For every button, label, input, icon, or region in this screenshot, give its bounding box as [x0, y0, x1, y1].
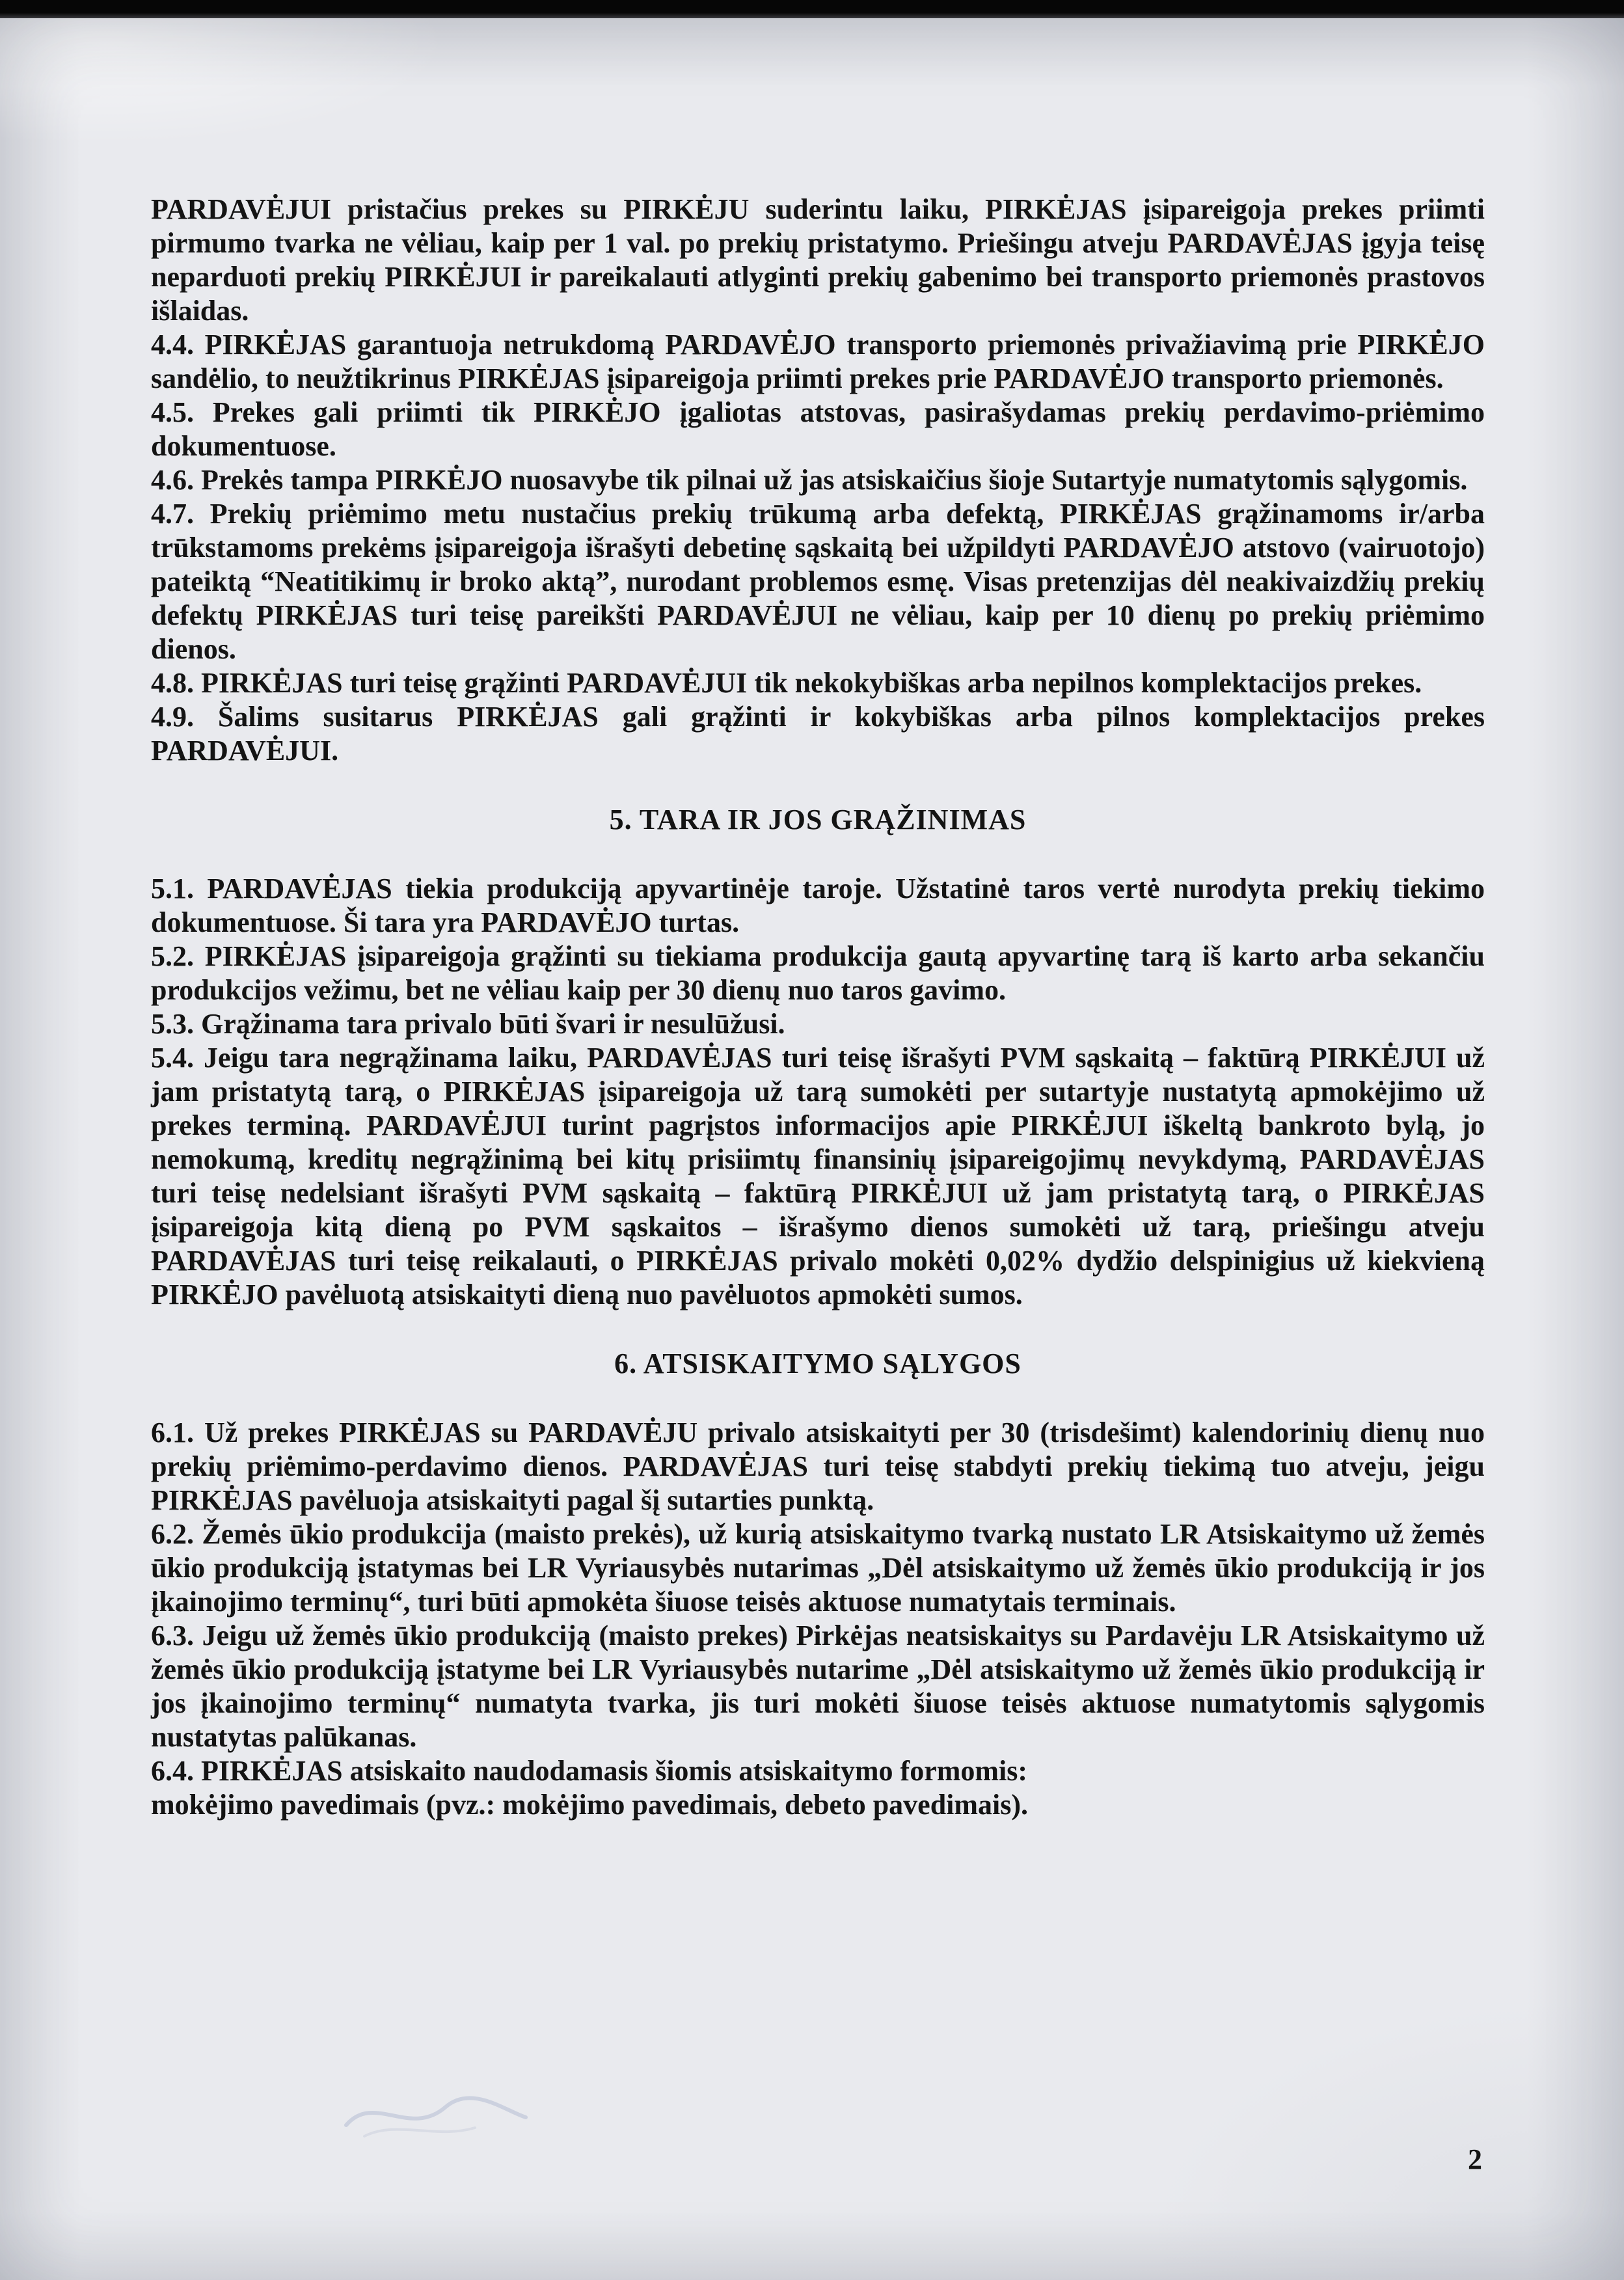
paragraph: 4.7. Prekių priėmimo metu nustačius prekių trūkumą arba defektą, PIRKĖJAS grąžinamoms ir/arba trūkstamoms prekėms įsipareigoja išrašyti debetinę sąskaitą bei užpildyti PARDAVĖJO atstovo (vairuotojo) pateiktą “Neatitikimų ir broko aktą”, nurodant problemos esmę. Visas pretenzijas dėl neakivaizdžių prekių defektų PIRKĖJAS turi teisę pareikšti PARDAVĖJUI ne vėliau, kaip per 10 dienų po prekių priėmimo dienos. — [151, 498, 1485, 665]
section-heading: 5. TARA IR JOS GRĄŽINIMAS — [609, 804, 1027, 835]
paragraph: 4.9. Šalims susitarus PIRKĖJAS gali grąžinti ir kokybiškas arba pilnos komplektacijos prekes PARDAVĖJUI. — [151, 701, 1485, 767]
paragraph: 4.6. Prekės tampa PIRKĖJO nuosavybe tik pilnai už jas atsiskaičius šioje Sutartyje numatytomis sąlygomis. — [151, 464, 1468, 496]
paragraph: 6.2. Žemės ūkio produkcija (maisto prekės), už kurią atsiskaitymo tvarką nustato LR Atsiskaitymo už žemės ūkio produkciją įstatymas bei LR Vyriausybės nutarimas „Dėl atsiskaitymo už žemės ūkio produkciją ir jos įkainojimo terminų“, turi būti apmokėta šiuose teisės aktuose numatytais terminais. — [151, 1518, 1485, 1618]
paragraph: 5.4. Jeigu tara negrąžinama laiku, PARDAVĖJAS turi teisę išrašyti PVM sąskaitą – faktūrą PIRKĖJUI už jam pristatytą tarą, o PIRKĖJAS įsipareigoja už tarą sumokėti per sutartyje nustatytą apmokėjimo už prekes terminą. PARDAVĖJUI turint pagrįstos informacijos apie PIRKĖJUI iškeltą bankroto bylą, jo nemokumą, kreditų negrąžinimą bei kitų prisiimtų finansinių įsipareigojimų nevykdymą, PARDAVĖJAS turi teisę nedelsiant išrašyti PVM sąskaitą – faktūrą PIRKĖJUI už jam pristatytą tarą, o PIRKĖJAS įsipareigoja kitą dieną po PVM sąskaitos – išrašymo dienos sumokėti už tarą, priešingu atveju PARDAVĖJAS turi teisę reikalauti, o PIRKĖJAS privalo mokėti 0,02% dydžio delspinigius už kiekvieną PIRKĖJO pavėluotą atsiskaityti dieną nuo pavėluotos apmokėti sumos. — [151, 1042, 1485, 1310]
paragraph: 5.2. PIRKĖJAS įsipareigoja grąžinti su tiekiama produkcija gautą apyvartinę tarą iš karto arba sekančiu produkcijos vežimu, bet ne vėliau kaip per 30 dienų nuo taros gavimo. — [151, 940, 1485, 1006]
paragraph: 6.4. PIRKĖJAS atsiskaito naudodamasis šiomis atsiskaitymo formomis: — [151, 1755, 1028, 1787]
paragraph: 6.1. Už prekes PIRKĖJAS su PARDAVĖJU privalo atsiskaityti per 30 (trisdešimt) kalendorinių dienų nuo prekių priėmimo-perdavimo dienos. PARDAVĖJAS turi teisę stabdyti prekių tiekimą tuo atveju, jeigu PIRKĖJAS pavėluoja atsiskaityti pagal šį sutarties punktą. — [151, 1417, 1485, 1516]
section-heading: 6. ATSISKAITYMO SĄLYGOS — [614, 1348, 1022, 1379]
pencil-scribble-mark — [338, 2074, 534, 2152]
paper-sheet — [0, 18, 1624, 2280]
paragraph: 6.3. Jeigu už žemės ūkio produkciją (maisto prekes) Pirkėjas neatsiskaitys su Pardavėju LR Atsiskaitymo už žemės ūkio produkciją įstatyme bei LR Vyriausybės nutarime „Dėl atsiskaitymo už žemės ūkio produkciją ir jos įkainojimo terminų“ numatyta tvarka, jis turi mokėti šiuose teisės aktuose numatytomis sąlygomis nustatytas palūkanas. — [151, 1620, 1485, 1753]
paragraph: 4.4. PIRKĖJAS garantuoja netrukdomą PARDAVĖJO transporto priemonės privažiavimą prie PIRKĖJO sandėlio, to neužtikrinus PIRKĖJAS įsipareigoja priimti prekes prie PARDAVĖJO transporto priemonės. — [151, 329, 1485, 394]
document-text — [0, 18, 1624, 1822]
paragraph: mokėjimo pavedimais (pvz.: mokėjimo pavedimais, debeto pavedimais). — [151, 1789, 1029, 1821]
paragraph: 4.8. PIRKĖJAS turi teisę grąžinti PARDAVĖJUI tik nekokybiškas arba nepilnos komplektacijos prekes. — [151, 667, 1422, 699]
page-number: 2 — [1468, 2143, 1482, 2175]
paragraph: 5.3. Grąžinama tara privalo būti švari ir nesulūžusi. — [151, 1008, 785, 1040]
paragraph: 4.5. Prekes gali priimti tik PIRKĖJO įgaliotas atstovas, pasirašydamas prekių perdavimo-priėmimo dokumentuose. — [151, 396, 1485, 462]
paragraph: PARDAVĖJUI pristačius prekes su PIRKĖJU suderintu laiku, PIRKĖJAS įsipareigoja prekes priimti pirmumo tvarka ne vėliau, kaip per 1 val. po prekių pristatymo. Priešingu atveju PARDAVĖJAS įgyja teisę neparduoti prekių PIRKĖJUI ir pareikalauti atlyginti prekių gabenimo bei transporto priemonės prastovos išlaidas. — [151, 193, 1485, 327]
scan-edge — [0, 0, 1624, 18]
paragraph: 5.1. PARDAVĖJAS tiekia produkciją apyvartinėje taroje. Užstatinė taros vertė nurodyta prekių tiekimo dokumentuose. Ši tara yra PARDAVĖJO turtas. — [151, 873, 1485, 938]
